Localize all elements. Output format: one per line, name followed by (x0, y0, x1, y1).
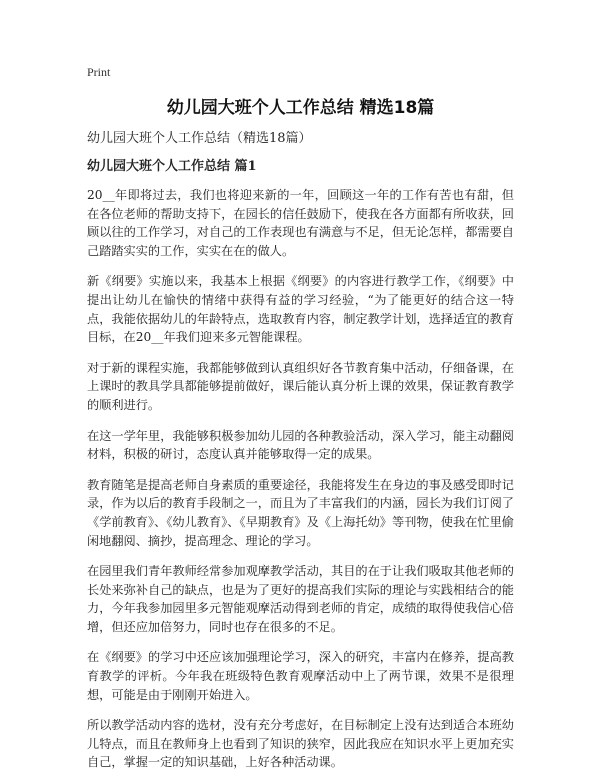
paragraph-5: 教育随笔是提高老师自身素质的重要途径，我能将发生在身边的事及感受即时记录，作为以后的教育手段制之一，而且为了丰富我们的内涵，园长为我们订阅了《学前教育》、《幼儿教育》、《早期教育》及《上海托幼》等刊物，使我在忙里偷闲地翻阅、摘抄，提高理念、理论的学习。 (87, 477, 514, 548)
paragraph-4: 在这一学年里，我能够积极参加幼儿园的各种教验活动，深入学习，能主动翻阅材料，积极的研讨，态度认真并能够取得一定的成果。 (87, 428, 514, 462)
paragraph-6: 在园里我们青年教师经常参加观摩教学活动，其目的在于让我们吸取其他老师的长处来弥补自己的缺点，也是为了更好的提高我们实际的理论与实践相结合的能力，今年我参加园里多元智能观摩活动得到老师的肯定，成绩的取得使我信心倍增，但还应加倍努力，同时也存在很多的不足。 (87, 564, 514, 634)
paragraph-8: 所以教学活动内容的选材，没有充分考虑好，在目标制定上没有达到适合本班幼儿特点，而且在教师身上也看到了知识的狭窄，因此我应在知识水平上更加充实自己，掌握一定的知识基础，上好各种活动课。 (87, 718, 514, 770)
paragraph-7: 在《纲要》的学习中还应该加强理论学习，深入的研究，丰富内在修养，提高教育教学的评析。今年我在班级特色教育观摩活动中上了两节课，效果不是很理想，可能是由于刚刚开始进入。 (87, 650, 514, 702)
section-heading: 幼儿园大班个人工作总结 篇1 (87, 159, 257, 174)
paragraph-1: 20__年即将过去，我们也将迎来新的一年，回顾这一年的工作有苦也有甜，但在各位老师的帮助支持下，在园长的信任鼓励下，使我在各方面都有所收获，回顾以往的工作学习，对自己的工作表现也有满意与不足，但无论怎样，都需要自己踏踏实实的工作，实实在在的做人。 (87, 188, 514, 258)
print-link[interactable]: Print (87, 65, 111, 79)
paragraph-2: 新《纲要》实施以来，我基本上根据《纲要》的内容进行教学工作，《纲要》中提出让幼儿在愉快的情绪中获得有益的学习经验，“为了能更好的结合这一特点，我能依据幼儿的年龄特点，选取教育内容，制定教学计划，选择适宜的教育目标，在20__年我们迎来多元智能课程。 (87, 274, 514, 345)
paragraph-3: 对于新的课程实施，我都能够做到认真组织好各节教育集中活动，仔细备课，在上课时的教具学具都能够提前做好，课后能认真分析上课的效果，保证教育教学的顺利进行。 (87, 360, 514, 412)
page-title: 幼儿园大班个人工作总结 精选18篇 (166, 98, 435, 118)
document-subtitle: 幼儿园大班个人工作总结（精选18篇） (87, 131, 312, 146)
